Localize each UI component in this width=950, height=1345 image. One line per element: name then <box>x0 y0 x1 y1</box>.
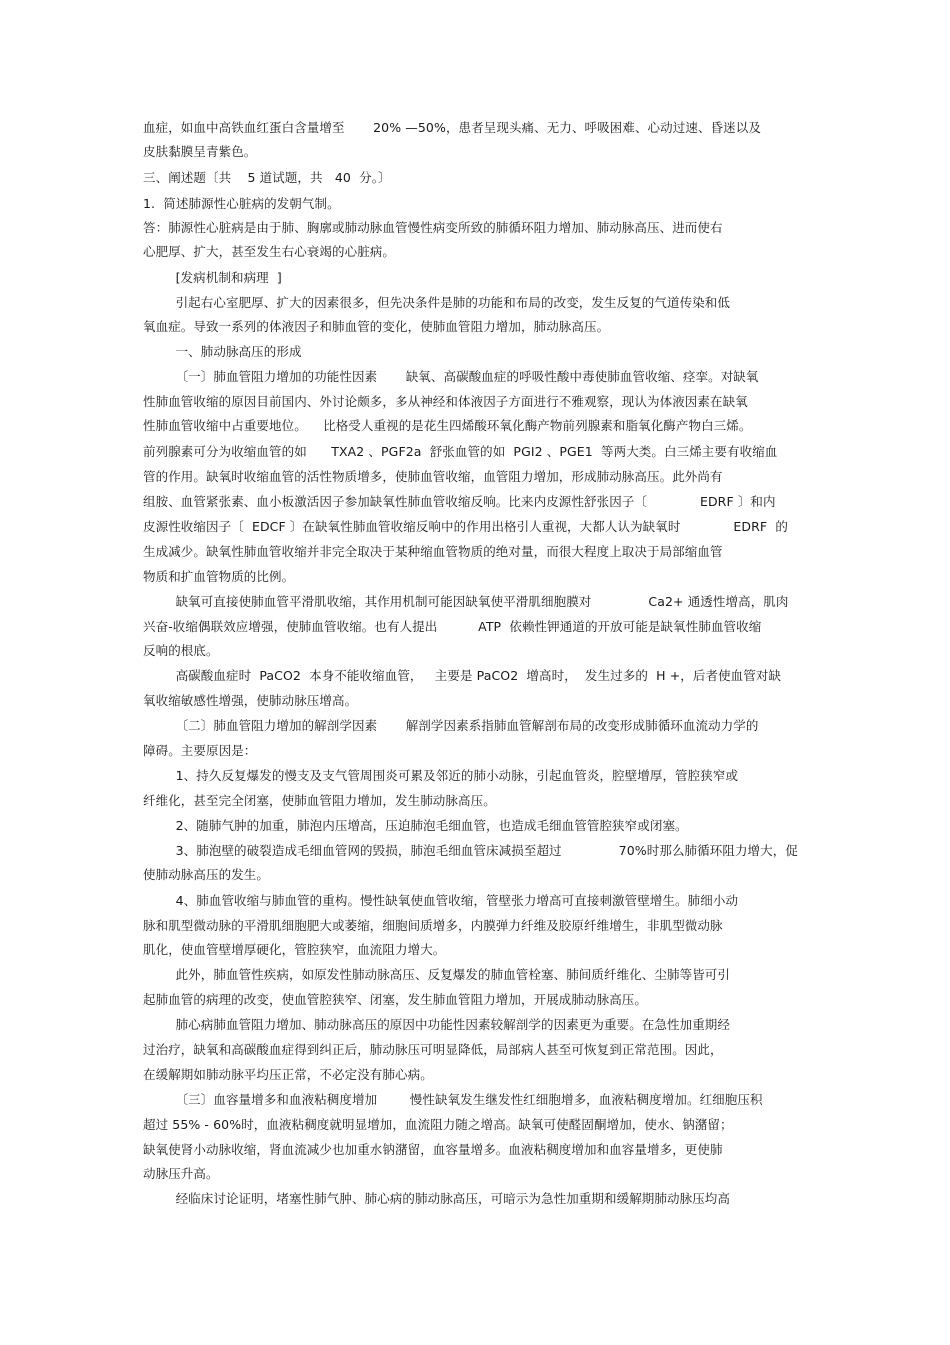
text-line: 2、随肺气肿的加重，肺泡内压增高，压迫肺泡毛细血管，也造成毛细血管管腔狭窄或闭塞。 <box>143 818 688 833</box>
text-line: 管的作用。缺氧时收缩血管的活性物质增多，使肺血管收缩，血管阻力增加，形成肺动脉高压。此外尚有 <box>143 469 723 484</box>
text-line: 超过 55% - 60%时，血液粘稠度就明显增加，血流阻力随之增高。缺氧可使醛固酮增加，使水、钠潴留； <box>143 1117 733 1132</box>
text-line: 血症，如血中高铁血红蛋白含量增至 20% —50%，患者呈现头痛、无力、呼吸困难、心动过速、昏迷以及 <box>143 120 761 135</box>
text-line: 缺氧使肾小动脉收缩，肾血流减少也加重水钠潴留，血容量增多。血液粘稠度增加和血容量增多，更使肺 <box>143 1142 723 1157</box>
text-line: 3、肺泡壁的破裂造成毛细血管网的毁损，肺泡毛细血管床减损至超过 70%时那么肺循环阻力增大，促 <box>143 843 798 858</box>
subheading: 〔二〕肺血管阻力增加的解剖学因素 解剖学因素系指肺血管解剖布局的改变形成肺循环血流动力学的 <box>143 718 759 733</box>
text-line: 缺氧可直接使肺血管平滑肌收缩，其作用机制可能因缺氧使平滑肌细胞膜对 Ca2+ 通透性增高，肌肉 <box>143 594 789 609</box>
text-line: 过治疗，缺氧和高碳酸血症得到纠正后，肺动脉压可明显降低，局部病人甚至可恢复到正常范围。因此， <box>143 1042 723 1057</box>
text-line: 起肺血管的病理的改变，使血管腔狭窄、闭塞，发生肺血管阻力增加，开展成肺动脉高压。 <box>143 992 648 1007</box>
text-line: 脉和肌型微动脉的平滑肌细胞肥大或萎缩，细胞间质增多，内膜弹力纤维及胶原纤维增生，非肌型微动脉 <box>143 918 723 933</box>
text-line: 肺心病肺血管阻力增加、肺动脉高压的原因中功能性因素较解剖学的因素更为重要。在急性加重期经 <box>143 1017 730 1032</box>
text-line: 引起右心室肥厚、扩大的因素很多，但先决条件是肺的功能和布局的改变，发生反复的气道传染和低 <box>143 295 730 310</box>
section-heading: 三、阐述题〔共 5 道试题，共 40 分。〕 <box>143 170 391 185</box>
text-line: 经临床讨论证明，堵塞性肺气肿、肺心病的肺动脉高压，可暗示为急性加重期和缓解期肺动脉压均高 <box>143 1191 730 1206</box>
text-line: 答：肺源性心脏病是由于肺、胸廓或肺动脉血管慢性病变所致的肺循环阻力增加、肺动脉高压、进而使右 <box>143 220 723 235</box>
subheading: [发病机制和病理 ] <box>143 270 282 285</box>
text-line: 氧血症。导致一系列的体液因子和肺血管的变化，使肺血管阻力增加，肺动脉高压。 <box>143 319 610 334</box>
text-line: 前列腺素可分为收缩血管的如 TXA2 、PGF2a 舒张血管的如 PGI2 、PGE1 等两大类。白三烯主要有收缩血 <box>143 444 778 459</box>
text-line: 兴奋-收缩偶联效应增强，使肺血管收缩。也有人提出 ATP 依赖性钾通道的开放可能是缺氧性肺血管收缩 <box>143 619 762 634</box>
text-line: 生成减少。缺氧性肺血管收缩并非完全取决于某种缩血管物质的绝对量，而很大程度上取决于局部缩血管 <box>143 544 723 559</box>
text-line: 反响的根底。 <box>143 643 219 658</box>
subheading: 一、肺动脉高压的形成 <box>143 344 302 359</box>
text-line: 此外，肺血管性疾病，如原发性肺动脉高压、反复爆发的肺血管栓塞、肺间质纤维化、尘肺等皆可引 <box>143 967 730 982</box>
text-line: 纤维化，甚至完全闭塞，使肺血管阻力增加，发生肺动脉高压。 <box>143 793 496 808</box>
text-line: 组胺、血管紧张素、血小板激活因子参加缺氧性肺血管收缩反响。比来内皮源性舒张因子〔 EDRF 〕和内 <box>143 494 776 509</box>
text-line: 动脉压升高。 <box>143 1166 219 1181</box>
text-line: 心肥厚、扩大，甚至发生右心衰竭的心脏病。 <box>143 244 396 259</box>
text-line: 皮源性收缩因子〔 EDCF 〕在缺氧性肺血管收缩反响中的作用出格引人重视，大都人认为缺氧时 EDRF 的 <box>143 519 788 534</box>
text-line: 4、肺血管收缩与肺血管的重构。慢性缺氧使血管收缩，管壁张力增高可直接刺激管壁增生。肺细小动 <box>143 893 739 908</box>
question-heading: 1. 简述肺源性心脏病的发朝气制。 <box>143 196 340 211</box>
text-line: 肌化，使血管壁增厚硬化，管腔狭窄，血流阻力增大。 <box>143 942 446 957</box>
text-line: 性肺血管收缩的原因目前国内、外讨论颇多，多从神经和体液因子方面进行不雅观察，现认为体液因素在缺氧 <box>143 394 748 409</box>
text-line: 〔一〕肺血管阻力增加的功能性因素 缺氧、高碳酸血症的呼吸性酸中毒使肺血管收缩、痉挛。对缺氧 <box>143 369 759 384</box>
text-line: 1、持久反复爆发的慢支及支气管周围炎可累及邻近的肺小动脉，引起血管炎，腔壁增厚，管腔狭窄或 <box>143 768 739 783</box>
text-line: 性肺血管收缩中占重要地位。 比格受人重视的是花生四烯酸环氧化酶产物前列腺素和脂氧化酶产物白三烯。 <box>143 418 752 433</box>
text-line: 皮肤黏膜呈青紫色。 <box>143 144 257 159</box>
subheading: 〔三〕血容量增多和血液粘稠度增加 慢性缺氧发生继发性红细胞增多，血液粘稠度增加。红细胞压积 <box>143 1092 763 1107</box>
text-line: 使肺动脉高压的发生。 <box>143 867 270 882</box>
text-line: 在缓解期如肺动脉平均压正常，不必定没有肺心病。 <box>143 1067 433 1082</box>
text-line: 障碍。主要原因是： <box>143 743 257 758</box>
text-line: 氧收缩敏感性增强，使肺动脉压增高。 <box>143 693 358 708</box>
text-line: 高碳酸血症时 PaCO2 本身不能收缩血管， 主要是 PaCO2 增高时， 发生过多的 H +，后者使血管对缺 <box>143 668 782 683</box>
text-line: 物质和扩血管物质的比例。 <box>143 569 295 584</box>
